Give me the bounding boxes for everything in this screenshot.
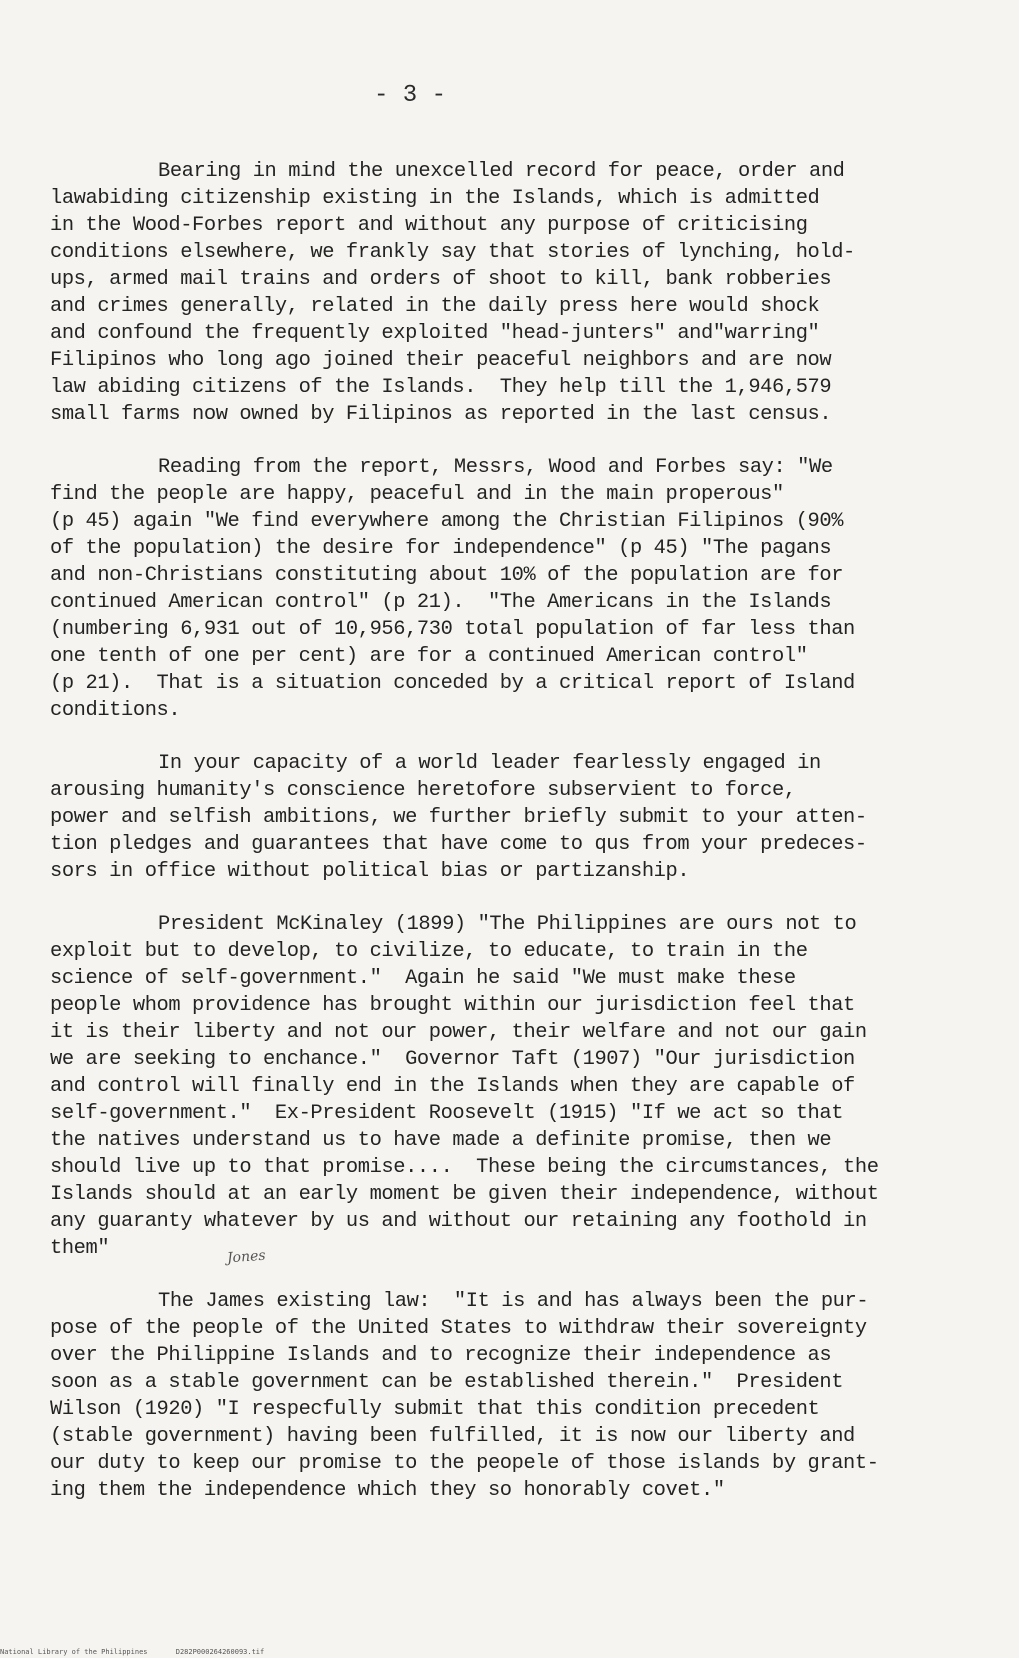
text-line bbox=[50, 1100, 990, 1127]
text-line bbox=[50, 670, 990, 697]
line-text: President McKinaley (1899) "The Philippines are ours not to bbox=[158, 913, 857, 936]
text-line bbox=[50, 508, 990, 535]
text-line bbox=[50, 293, 990, 320]
line-text: science of self-government." Again he said "We must make these bbox=[50, 967, 796, 990]
line-text: self-government." Ex-President Roosevelt (1915) "If we act so that bbox=[50, 1102, 844, 1125]
paragraph bbox=[50, 454, 990, 724]
line-text: pose of the people of the United States to withdraw their sovereignty bbox=[50, 1317, 867, 1340]
line-text: conditions. bbox=[50, 699, 181, 722]
line-text: our duty to keep our promise to the peopele of those islands by grant- bbox=[50, 1452, 879, 1475]
text-line bbox=[50, 374, 990, 401]
text-line bbox=[50, 454, 990, 481]
line-text: the natives understand us to have made a definite promise, then we bbox=[50, 1129, 832, 1152]
footer-source: National Library of the Philippines bbox=[0, 1648, 148, 1656]
text-line bbox=[50, 777, 990, 804]
text-line bbox=[50, 643, 990, 670]
line-text: in the Wood-Forbes report and without any purpose of criticising bbox=[50, 214, 808, 237]
line-text: Wilson (1920) "I respecfully submit that this condition precedent bbox=[50, 1398, 820, 1421]
line-text: and crimes generally, related in the daily press here would shock bbox=[50, 295, 820, 318]
line-text: one tenth of one per cent) are for a continued American control" bbox=[50, 645, 808, 668]
line-text: ing them the independence which they so honorably covet." bbox=[50, 1479, 725, 1502]
line-text: power and selfish ambitions, we further briefly submit to your atten- bbox=[50, 806, 867, 829]
text-line bbox=[50, 1369, 990, 1396]
line-text: arousing humanity's conscience heretofore subservient to force, bbox=[50, 779, 796, 802]
line-text: it is their liberty and not our power, their welfare and not our gain bbox=[50, 1021, 867, 1044]
paragraph bbox=[50, 158, 990, 428]
text-line bbox=[50, 562, 990, 589]
text-line bbox=[50, 1423, 990, 1450]
text-line bbox=[50, 212, 990, 239]
line-text: Filipinos who long ago joined their peaceful neighbors and are now bbox=[50, 349, 832, 372]
text-line bbox=[50, 481, 990, 508]
text-line bbox=[50, 320, 990, 347]
text-line bbox=[50, 347, 990, 374]
text-line bbox=[50, 750, 990, 777]
line-text: law abiding citizens of the Islands. They help till the 1,946,579 bbox=[50, 376, 832, 399]
archive-footer bbox=[0, 1648, 288, 1656]
text-line bbox=[50, 1396, 990, 1423]
text-line bbox=[50, 1315, 990, 1342]
line-text: (numbering 6,931 out of 10,956,730 total population of far less than bbox=[50, 618, 855, 641]
line-text: Reading from the report, Messrs, Wood and Forbes say: "We bbox=[158, 456, 833, 479]
text-line bbox=[50, 1235, 990, 1262]
line-text: people whom providence has brought within our jurisdiction feel that bbox=[50, 994, 855, 1017]
letter-body bbox=[50, 158, 990, 1530]
text-line bbox=[50, 1127, 990, 1154]
line-text: continued American control" (p 21). "The Americans in the Islands bbox=[50, 591, 832, 614]
text-line bbox=[50, 1046, 990, 1073]
line-text: (p 21). That is a situation conceded by a critical report of Island bbox=[50, 672, 855, 695]
text-line bbox=[50, 965, 990, 992]
text-line bbox=[50, 185, 990, 212]
text-line bbox=[50, 697, 990, 724]
paragraph bbox=[50, 750, 990, 885]
footer-filename: D282P000264260093.tif bbox=[175, 1648, 265, 1656]
line-text: The James existing law: "It is and has always been the pur- bbox=[158, 1290, 869, 1313]
text-line bbox=[50, 992, 990, 1019]
text-line bbox=[50, 1450, 990, 1477]
line-text: them" bbox=[50, 1237, 110, 1260]
line-text: we are seeking to enchance." Governor Taft (1907) "Our jurisdiction bbox=[50, 1048, 855, 1071]
text-line bbox=[50, 1154, 990, 1181]
line-text: lawabiding citizenship existing in the Islands, which is admitted bbox=[50, 187, 820, 210]
line-text: soon as a stable government can be established therein." President bbox=[50, 1371, 844, 1394]
line-text: and confound the frequently exploited "head-junters" and"warring" bbox=[50, 322, 820, 345]
text-line bbox=[50, 1342, 990, 1369]
text-line bbox=[50, 1477, 990, 1504]
line-text: ups, armed mail trains and orders of shoot to kill, bank robberies bbox=[50, 268, 832, 291]
line-text: Islands should at an early moment be given their independence, without bbox=[50, 1183, 879, 1206]
line-text: tion pledges and guarantees that have come to qus from your predeces- bbox=[50, 833, 867, 856]
page-number: - 3 - bbox=[373, 82, 446, 109]
line-text: over the Philippine Islands and to recognize their independence as bbox=[50, 1344, 832, 1367]
line-text: any guaranty whatever by us and without our retaining any foothold in bbox=[50, 1210, 867, 1233]
text-line bbox=[50, 911, 990, 938]
line-text: In your capacity of a world leader fearlessly engaged in bbox=[158, 752, 821, 775]
text-line bbox=[50, 266, 990, 293]
line-text: find the people are happy, peaceful and in the main properous" bbox=[50, 483, 784, 506]
text-line bbox=[50, 535, 990, 562]
text-line bbox=[50, 831, 990, 858]
line-text: small farms now owned by Filipinos as reported in the last census. bbox=[50, 403, 832, 426]
text-line bbox=[50, 1288, 990, 1315]
text-line bbox=[50, 616, 990, 643]
text-line bbox=[50, 1208, 990, 1235]
handwritten-annotation: Jones bbox=[226, 1247, 267, 1267]
text-line bbox=[50, 938, 990, 965]
line-text: should live up to that promise.... These being the circumstances, the bbox=[50, 1156, 879, 1179]
text-line bbox=[50, 1181, 990, 1208]
line-text: of the population) the desire for independence" (p 45) "The pagans bbox=[50, 537, 832, 560]
paragraph bbox=[50, 1288, 990, 1504]
line-text: and non-Christians constituting about 10% of the population are for bbox=[50, 564, 844, 587]
text-line bbox=[50, 1073, 990, 1100]
line-text: Bearing in mind the unexcelled record for peace, order and bbox=[158, 160, 845, 183]
line-text: sors in office without political bias or partizanship. bbox=[50, 860, 690, 883]
line-text: (p 45) again "We find everywhere among the Christian Filipinos (90% bbox=[50, 510, 844, 533]
text-line bbox=[50, 239, 990, 266]
line-text: conditions elsewhere, we frankly say that stories of lynching, hold- bbox=[50, 241, 855, 264]
line-text: and control will finally end in the Islands when they are capable of bbox=[50, 1075, 855, 1098]
text-line bbox=[50, 804, 990, 831]
text-line bbox=[50, 589, 990, 616]
line-text: exploit but to develop, to civilize, to educate, to train in the bbox=[50, 940, 808, 963]
paragraph bbox=[50, 911, 990, 1262]
line-text: (stable government) having been fulfilled, it is now our liberty and bbox=[50, 1425, 855, 1448]
text-line bbox=[50, 158, 990, 185]
text-line bbox=[50, 401, 990, 428]
text-line bbox=[50, 858, 990, 885]
text-line bbox=[50, 1019, 990, 1046]
